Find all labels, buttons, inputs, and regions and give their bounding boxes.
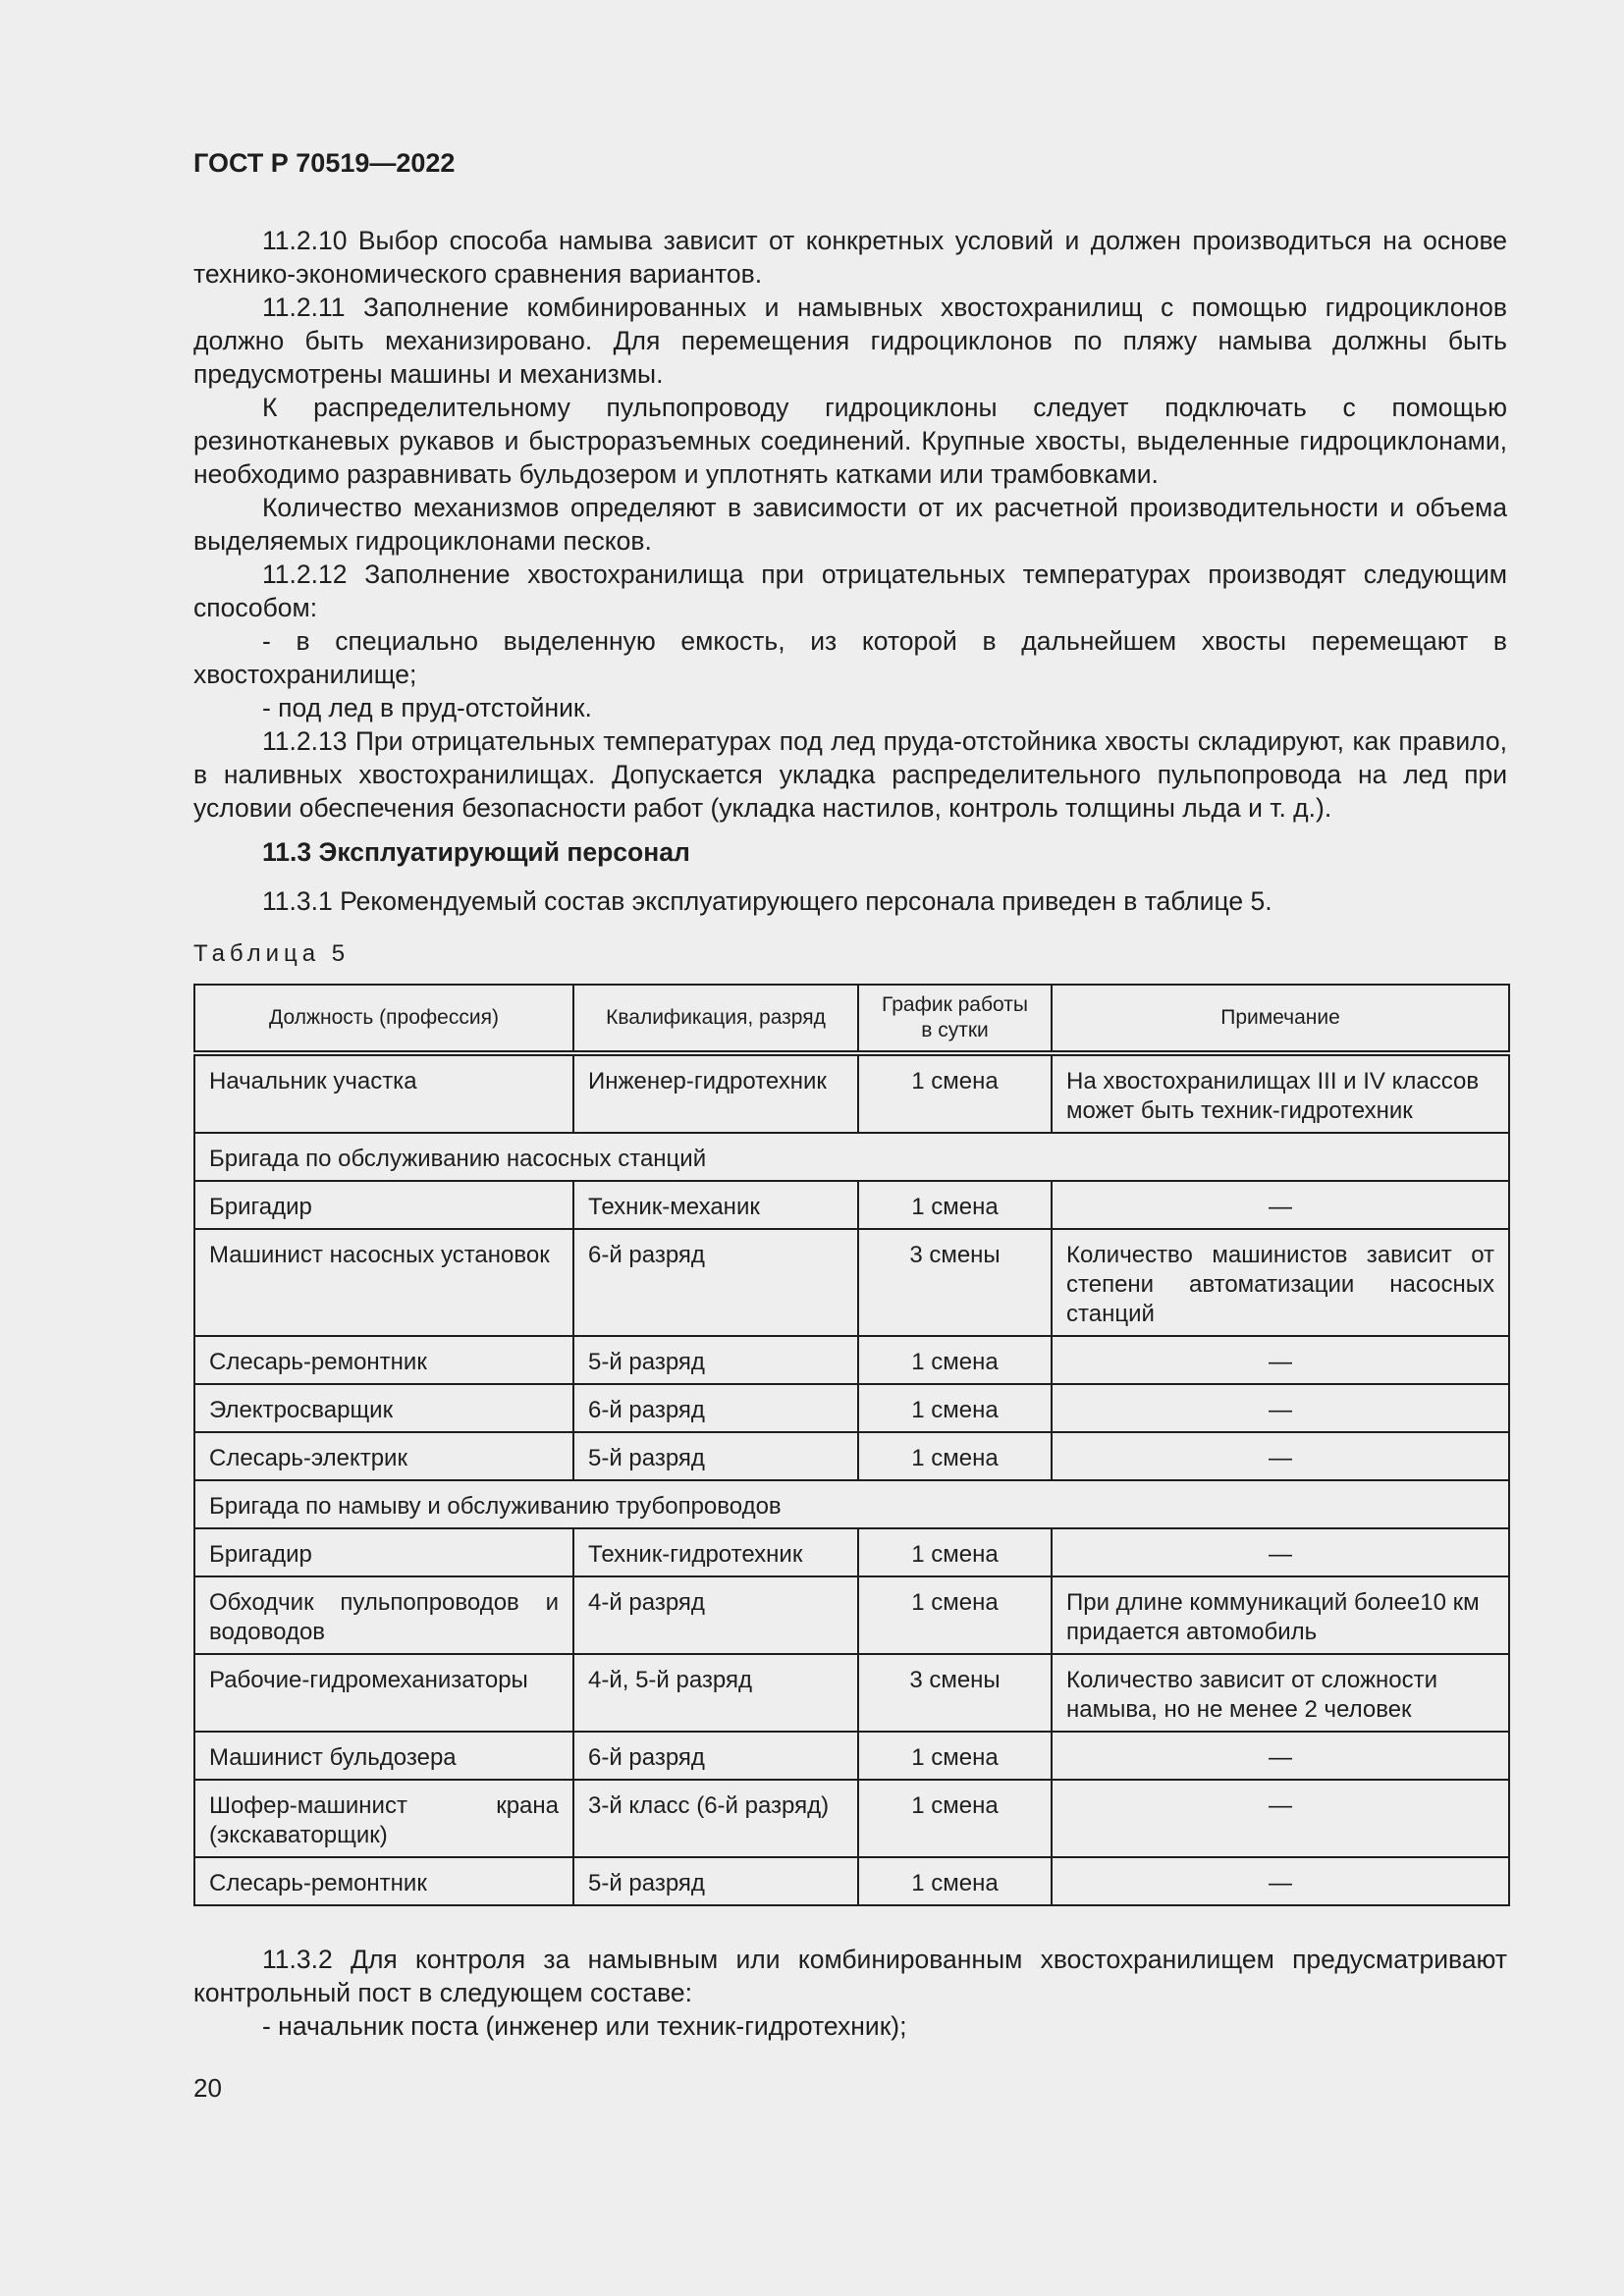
cell-schedule: 1 смена	[858, 1576, 1052, 1654]
group-title: Бригада по намыву и обслуживанию трубопроводов	[194, 1480, 1509, 1528]
cell-qualification: Инженер-гидротехник	[573, 1053, 858, 1133]
table-group-row	[194, 1133, 1509, 1181]
cell-qualification: 3-й класс (6-й разряд)	[573, 1780, 858, 1857]
cell-position: Бригадир	[194, 1528, 573, 1576]
paragraph-mechanism-count: Количество механизмов определяют в зависимости от их расчетной производительности и объема выделяемых гидроциклонами песков.	[193, 493, 1507, 556]
list-item-post-chief: - начальник поста (инженер или техник-гидротехник);	[262, 2011, 907, 2041]
cell-qualification: 5-й разряд	[573, 1857, 858, 1905]
cell-note: —	[1052, 1780, 1509, 1857]
cell-schedule: 1 смена	[858, 1432, 1052, 1480]
table-caption: Таблица 5	[193, 940, 351, 967]
cell-position: Машинист насосных установок	[194, 1229, 573, 1336]
cell-note: —	[1052, 1528, 1509, 1576]
cell-note: При длине коммуникаций более10 км придается автомобиль	[1052, 1576, 1509, 1654]
header-schedule: График работы в сутки	[858, 985, 1052, 1053]
cell-position: Рабочие-гидромеханизаторы	[194, 1654, 573, 1732]
cell-qualification: 6-й разряд	[573, 1732, 858, 1780]
cell-position: Шофер-машинист крана (экскаваторщик)	[194, 1780, 573, 1857]
cell-position: Бригадир	[194, 1181, 573, 1229]
cell-note: —	[1052, 1732, 1509, 1780]
cell-note: Количество машинистов зависит от степени автоматизации насосных станций	[1052, 1229, 1509, 1336]
paragraph-11-3-2: 11.3.2 Для контроля за намывным или комбинированным хвостохранилищем предусматривают контрольный пост в следующем составе:	[193, 1945, 1507, 2007]
cell-schedule: 3 смены	[858, 1654, 1052, 1732]
cell-schedule: 1 смена	[858, 1053, 1052, 1133]
table-row	[194, 1229, 1509, 1336]
table-row	[194, 1384, 1509, 1432]
cell-position: Начальник участка	[194, 1053, 573, 1133]
section-11-3-2-text	[193, 1943, 1507, 2043]
cell-schedule: 1 смена	[858, 1528, 1052, 1576]
section-11-2-text	[193, 224, 1507, 825]
table-row	[194, 1181, 1509, 1229]
cell-note: —	[1052, 1857, 1509, 1905]
cell-qualification: 6-й разряд	[573, 1229, 858, 1336]
cell-note: —	[1052, 1181, 1509, 1229]
cell-position: Электросварщик	[194, 1384, 573, 1432]
page-number: 20	[193, 2073, 222, 2103]
section-title: 11.3 Эксплуатирующий персонал	[262, 837, 690, 867]
paragraph-11-2-11: 11.2.11 Заполнение комбинированных и намывных хвостохранилищ с помощью гидроциклонов должно быть механизировано. Для перемещения гидроциклонов по пляжу намыва должны быть предусмотрены машины и механизмы.	[193, 293, 1507, 389]
cell-qualification: 6-й разряд	[573, 1384, 858, 1432]
header-qualification: Квалификация, разряд	[573, 985, 858, 1053]
table-group-row	[194, 1480, 1509, 1528]
cell-schedule: 1 смена	[858, 1732, 1052, 1780]
table-row	[194, 1053, 1509, 1133]
cell-note: —	[1052, 1336, 1509, 1384]
cell-schedule: 3 смены	[858, 1229, 1052, 1336]
header-position: Должность (профессия)	[194, 985, 573, 1053]
cell-qualification: Техник-механик	[573, 1181, 858, 1229]
cell-position: Слесарь-ремонтник	[194, 1336, 573, 1384]
paragraph-11-2-13: 11.2.13 При отрицательных температурах под лед пруда-отстойника хвосты складируют, как правило, в наливных хвостохранилищах. Допускается укладка распределительного пульпопровода на лед при условии обеспечения безопасности работ (укладка настилов, контроль толщины льда и т. д.).	[193, 726, 1507, 823]
cell-position: Слесарь-электрик	[194, 1432, 573, 1480]
table-row	[194, 1432, 1509, 1480]
cell-schedule: 1 смена	[858, 1780, 1052, 1857]
list-item-container: - в специально выделенную емкость, из которой в дальнейшем хвосты перемещают в хвостохранилище;	[193, 626, 1507, 689]
header-note: Примечание	[1052, 985, 1509, 1053]
cell-note: На хвостохранилищах III и IV классов может быть техник-гидротехник	[1052, 1053, 1509, 1133]
cell-position: Машинист бульдозера	[194, 1732, 573, 1780]
paragraph-hydrocyclone-connection: К распределительному пульпопроводу гидроциклоны следует подключать с помощью резинотканевых рукавов и быстроразъемных соединений. Крупные хвосты, выделенные гидроциклонами, необходимо разравнивать бульдозером и уплотнять катками или трамбовками.	[193, 393, 1507, 489]
cell-schedule: 1 смена	[858, 1384, 1052, 1432]
group-title: Бригада по обслуживанию насосных станций	[194, 1133, 1509, 1181]
table-header-row	[194, 985, 1509, 1053]
cell-qualification: Техник-гидротехник	[573, 1528, 858, 1576]
table-row	[194, 1654, 1509, 1732]
table-row	[194, 1336, 1509, 1384]
cell-note: —	[1052, 1432, 1509, 1480]
paragraph-11-2-10: 11.2.10 Выбор способа намыва зависит от конкретных условий и должен производиться на основе технико-экономического сравнения вариантов.	[193, 226, 1507, 289]
cell-position: Обходчик пульпопроводов и водоводов	[194, 1576, 573, 1654]
cell-qualification: 4-й разряд	[573, 1576, 858, 1654]
cell-schedule: 1 смена	[858, 1336, 1052, 1384]
paragraph-11-3-1: 11.3.1 Рекомендуемый состав эксплуатирующего персонала приведен в таблице 5.	[262, 886, 1272, 916]
document-header: ГОСТ Р 70519—2022	[193, 148, 456, 178]
list-item-under-ice: - под лед в пруд-отстойник.	[262, 693, 592, 722]
table-row	[194, 1576, 1509, 1654]
table-row	[194, 1528, 1509, 1576]
cell-qualification: 4-й, 5-й разряд	[573, 1654, 858, 1732]
cell-qualification: 5-й разряд	[573, 1336, 858, 1384]
cell-qualification: 5-й разряд	[573, 1432, 858, 1480]
cell-schedule: 1 смена	[858, 1857, 1052, 1905]
cell-note: Количество зависит от сложности намыва, но не менее 2 человек	[1052, 1654, 1509, 1732]
cell-schedule: 1 смена	[858, 1181, 1052, 1229]
table-row	[194, 1780, 1509, 1857]
staff-table	[193, 984, 1510, 1906]
table-row	[194, 1857, 1509, 1905]
table-row	[194, 1732, 1509, 1780]
paragraph-11-2-12: 11.2.12 Заполнение хвостохранилища при отрицательных температурах производят следующим способом:	[193, 560, 1507, 622]
cell-position: Слесарь-ремонтник	[194, 1857, 573, 1905]
cell-note: —	[1052, 1384, 1509, 1432]
